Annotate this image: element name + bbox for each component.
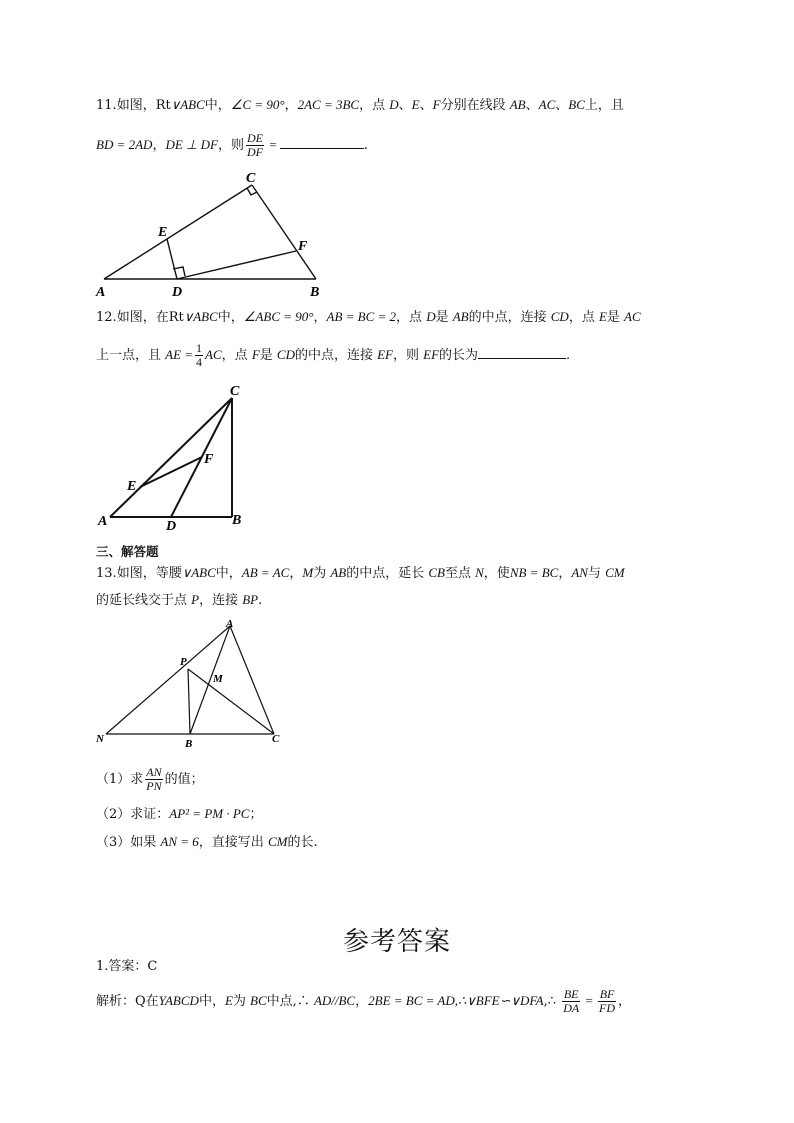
q11-text: 如图，Rt	[116, 98, 171, 113]
answer-math: YABCD	[158, 993, 199, 1008]
q13-segment-pb	[188, 669, 190, 734]
q12-text: 如图，在Rt	[116, 310, 184, 325]
q11-math: ∠C = 90°	[230, 97, 285, 112]
q13-math: ∨ABC	[181, 565, 216, 580]
q13-text: ；	[249, 807, 263, 822]
fraction-numerator: DE	[246, 131, 263, 145]
answer-1-explanation	[96, 988, 631, 1015]
q12-math: AB	[452, 309, 469, 324]
q12-segment-ac	[110, 398, 232, 517]
point-label-b: B	[232, 513, 242, 528]
triangle-symbol: ∨	[170, 97, 181, 112]
q13-text: ，连接	[199, 593, 243, 608]
q12-line-2	[96, 342, 570, 369]
q12-text: 的长为	[439, 348, 479, 363]
q13-number: 13.	[96, 566, 117, 581]
fraction-denominator: FD	[599, 1001, 616, 1015]
point-label-d: D	[172, 285, 183, 300]
q13-math: AN	[571, 565, 588, 580]
fraction-denominator: 4	[196, 355, 203, 369]
q13-text: 的延长线交于点	[96, 593, 192, 608]
q11-text: 、	[398, 98, 412, 113]
point-label-b: B	[310, 285, 320, 300]
q13-text: 的中点，延长	[346, 566, 429, 581]
q13-text: .	[258, 593, 263, 608]
fraction-numerator: AN	[146, 765, 162, 779]
point-label-b: B	[185, 738, 193, 750]
q12-math: E	[598, 309, 607, 324]
q11-math: F	[432, 97, 441, 112]
q12-text: 的中点，连接	[468, 310, 551, 325]
q12-math: ∠ABC = 90°	[243, 309, 314, 324]
q11-figure	[90, 162, 330, 300]
q11-text: .	[363, 138, 368, 153]
q12-math: ∨ABC	[183, 309, 218, 324]
q11-math: AB	[509, 97, 526, 112]
answer-blank[interactable]	[478, 346, 566, 359]
answer-math: 2BE = BC = AD	[368, 993, 455, 1008]
q12-math: D	[426, 309, 436, 324]
q12-text: 是	[606, 310, 625, 325]
fraction-numerator: 1	[196, 341, 203, 355]
q12-text: ，点	[221, 348, 252, 363]
q13-fraction	[145, 766, 162, 793]
answer-math: E	[224, 993, 233, 1008]
q13-text: ，直接写出	[198, 835, 268, 850]
q12-math: F	[251, 347, 260, 362]
q11-math: DE ⊥ DF	[165, 137, 218, 152]
q11-text: ，点	[359, 98, 390, 113]
answer-math: AD//BC	[313, 993, 356, 1008]
q12-number: 12.	[96, 310, 117, 325]
q12-math: CD	[550, 309, 569, 324]
q13-text: （1）求	[96, 772, 144, 787]
answer-text: 为	[232, 994, 251, 1009]
q13-text: ，	[558, 566, 572, 581]
q13-math: M	[302, 565, 314, 580]
point-label-e: E	[127, 479, 137, 494]
point-label-d: D	[166, 519, 177, 534]
q11-text: ，	[152, 138, 166, 153]
q13-text: 中，	[215, 566, 242, 581]
q13-text: 与	[587, 566, 606, 581]
fraction-denominator: PN	[146, 779, 162, 793]
q12-text: ，点	[396, 310, 427, 325]
q11-text: =	[265, 137, 280, 152]
q11-math: BD = 2AD	[96, 137, 153, 152]
q12-text: ，点	[568, 310, 599, 325]
answer-text: ,∴	[543, 994, 561, 1009]
q11-text: 、	[525, 98, 539, 113]
answer-blank[interactable]	[280, 136, 364, 149]
q11-text: ，	[284, 98, 298, 113]
q13-math: N	[475, 565, 484, 580]
q13-math: AB	[330, 565, 347, 580]
q11-fraction	[246, 132, 264, 159]
q13-line-1	[96, 564, 625, 583]
q13-math: NB = BC	[509, 565, 559, 580]
q12-text: 上一点，且	[96, 348, 166, 363]
answer-math: BC	[250, 993, 267, 1008]
q11-text: 分别在线段	[440, 98, 510, 113]
point-label-e: E	[158, 225, 168, 240]
point-label-f: F	[204, 452, 214, 467]
q12-math: EF	[377, 347, 393, 362]
q11-math: D	[389, 97, 399, 112]
q11-text: ，则	[217, 138, 244, 153]
q13-text: 为	[313, 566, 331, 581]
point-label-p: P	[180, 656, 187, 668]
q11-text: 、	[419, 98, 433, 113]
answer-text: 解析：Q在	[96, 994, 159, 1009]
fraction-denominator: DA	[563, 1001, 580, 1015]
q11-math: BC	[568, 97, 585, 112]
q13-part-3	[96, 833, 318, 852]
q13-text: 的长.	[287, 835, 318, 850]
point-label-a: A	[226, 618, 234, 630]
q13-part-1	[96, 766, 204, 793]
section-heading: 三、解答题	[96, 544, 159, 559]
answers-title: 参考答案	[342, 927, 451, 957]
q12-math: CD	[276, 347, 295, 362]
q13-text: 的值；	[164, 772, 204, 787]
answer-text: ，	[618, 994, 632, 1009]
q12-text: 是	[435, 310, 453, 325]
q11-segment-cb	[252, 185, 316, 279]
point-label-n: N	[96, 733, 104, 745]
q12-math: AC	[624, 309, 641, 324]
answer-math: ,∴∨BFE∽∨DFA	[454, 993, 544, 1008]
point-label-c: C	[272, 733, 280, 745]
q11-math: E	[411, 97, 420, 112]
q13-part-2	[96, 805, 262, 824]
q12-text: 是	[259, 348, 277, 363]
q13-text: ，	[289, 566, 303, 581]
point-label-c: C	[230, 384, 240, 399]
point-label-m: M	[213, 673, 223, 685]
q13-math: CM	[267, 834, 288, 849]
q13-math: CM	[605, 565, 625, 580]
q11-math: ABC	[180, 97, 205, 112]
point-label-a: A	[96, 285, 106, 300]
answer-fraction-2	[598, 988, 616, 1015]
answer-text: 中，	[198, 994, 225, 1009]
q11-math: 2AC = 3BC	[297, 97, 360, 112]
q11-text: 中，	[204, 98, 231, 113]
q12-text: ，	[313, 310, 327, 325]
q11-segment-de	[167, 239, 177, 279]
q12-math: AB = BC = 2	[326, 309, 397, 324]
answer-text: =	[582, 993, 597, 1008]
fraction-numerator: BF	[599, 987, 615, 1001]
q13-segment-na	[106, 626, 230, 734]
q11-math: AC	[538, 97, 556, 112]
answer-fraction-1	[562, 988, 580, 1015]
q12-math: AE =	[165, 347, 194, 362]
q12-fraction	[195, 342, 203, 369]
q12-math: EF	[423, 347, 440, 362]
q11-line-2	[96, 132, 368, 159]
fraction-numerator: BE	[563, 987, 579, 1001]
q13-line-2	[96, 591, 262, 610]
q11-text: 、	[555, 98, 569, 113]
answer-text: 中点,∴	[266, 994, 314, 1009]
point-label-c: C	[246, 171, 256, 186]
q13-text: 如图，等腰	[116, 566, 182, 581]
q11-text: 上，且	[584, 98, 624, 113]
q13-text: （3）如果	[96, 835, 161, 850]
q12-segment-ef	[140, 457, 202, 487]
q13-text: ，使	[483, 566, 510, 581]
fraction-denominator: DF	[246, 145, 263, 159]
q13-math: AB = AC	[241, 565, 290, 580]
q12-text: 中，	[217, 310, 244, 325]
point-label-a: A	[98, 514, 108, 529]
q13-figure	[92, 614, 292, 754]
q13-math: AN = 6	[160, 834, 199, 849]
q12-figure	[94, 380, 254, 536]
q13-segment-ab	[190, 626, 230, 734]
q13-text: （2）求证：	[96, 807, 170, 822]
q13-text: 至点	[444, 566, 476, 581]
q12-line-1	[96, 308, 641, 327]
q13-math: AP² = PM · PC	[169, 806, 250, 821]
q12-text: ，则	[393, 348, 424, 363]
q12-math: AC	[205, 347, 222, 362]
q11-segment-df	[177, 251, 296, 279]
point-label-f: F	[298, 239, 308, 254]
answer-text: ，	[355, 994, 369, 1009]
q13-math: P	[191, 592, 200, 607]
answer-1-label: 1.答案：C	[96, 959, 158, 974]
q11-number: 11.	[96, 98, 117, 113]
q11-line-1	[96, 96, 624, 115]
q11-segment-ac	[104, 185, 252, 279]
q13-math: CB	[428, 565, 445, 580]
q12-text: .	[566, 348, 571, 363]
q13-math: BP	[242, 592, 259, 607]
q12-text: 的中点，连接	[294, 348, 378, 363]
